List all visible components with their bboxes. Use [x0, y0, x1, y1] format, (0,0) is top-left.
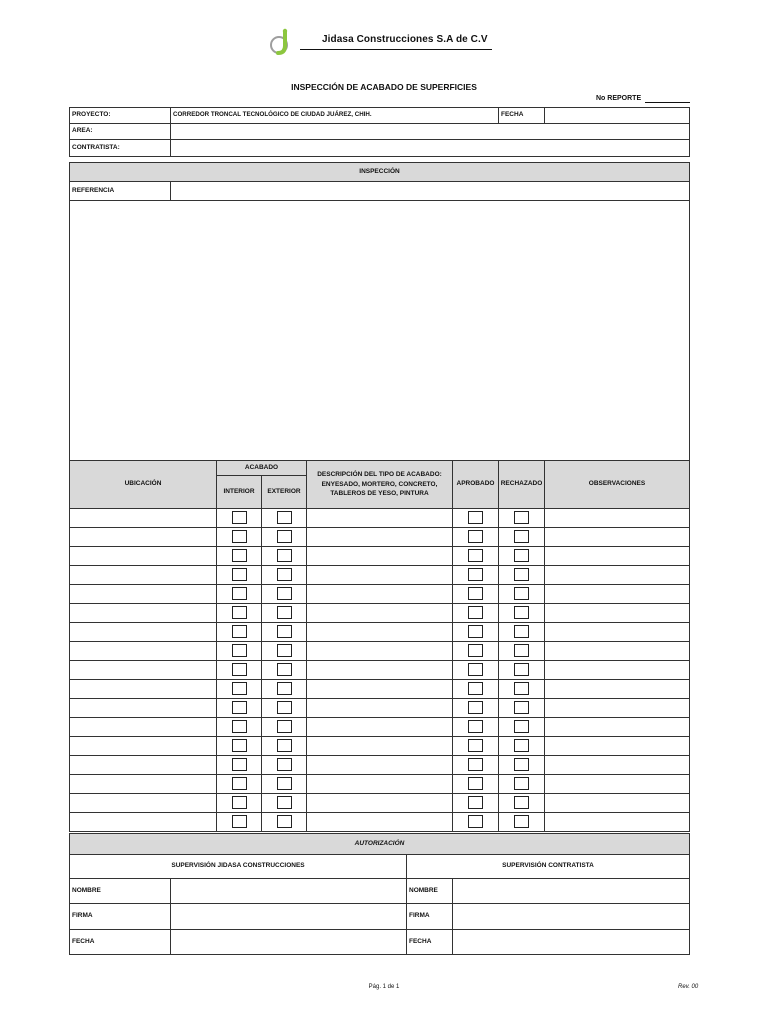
report-number-field[interactable]	[645, 102, 690, 103]
observations-cell[interactable]	[544, 755, 690, 775]
contractor-signature-field[interactable]	[452, 903, 690, 930]
exterior-checkbox[interactable]	[277, 796, 292, 809]
description-cell[interactable]	[306, 793, 453, 813]
approved-checkbox[interactable]	[468, 549, 483, 562]
description-cell[interactable]	[306, 755, 453, 775]
contractor-name-label: NOMBRE	[406, 878, 453, 904]
description-header-line2: ENYESADO, MORTERO, CONCRETO,	[321, 480, 438, 488]
interior-checkbox[interactable]	[232, 777, 247, 790]
exterior-checkbox[interactable]	[277, 568, 292, 581]
project-value[interactable]: CORREDOR TRONCAL TECNOLÓGICO DE CIUDAD JUÁREZ, CHIH.	[170, 107, 499, 124]
location-cell[interactable]	[69, 527, 217, 547]
rejected-checkbox[interactable]	[514, 701, 529, 714]
description-cell[interactable]	[306, 546, 453, 566]
jidasa-signature-label: FIRMA	[69, 903, 171, 930]
approved-checkbox[interactable]	[468, 777, 483, 790]
jidasa-date-label: FECHA	[69, 929, 171, 955]
contractor-label: CONTRATISTA:	[69, 139, 171, 157]
contractor-date-field[interactable]	[452, 929, 690, 955]
revision-label: Rev. 00	[678, 984, 699, 990]
interior-checkbox[interactable]	[232, 530, 247, 543]
project-label: PROYECTO:	[69, 107, 171, 124]
description-cell[interactable]	[306, 565, 453, 585]
description-cell[interactable]	[306, 603, 453, 623]
reference-field[interactable]	[170, 181, 690, 201]
location-cell[interactable]	[69, 622, 217, 642]
reference-label: REFERENCIA	[69, 181, 171, 201]
rejected-checkbox[interactable]	[514, 682, 529, 695]
interior-checkbox[interactable]	[232, 663, 247, 676]
page-number: Pág. 1 de 1	[368, 984, 400, 990]
observations-cell[interactable]	[544, 736, 690, 756]
location-cell[interactable]	[69, 793, 217, 813]
exterior-checkbox[interactable]	[277, 815, 292, 828]
interior-header: INTERIOR	[216, 475, 262, 509]
location-cell[interactable]	[69, 584, 217, 604]
date-label: FECHA	[498, 107, 545, 124]
location-cell[interactable]	[69, 641, 217, 661]
interior-checkbox[interactable]	[232, 701, 247, 714]
finish-header: ACABADO	[216, 460, 307, 476]
rejected-checkbox[interactable]	[514, 815, 529, 828]
observations-cell[interactable]	[544, 603, 690, 623]
authorization-section-title: AUTORIZACIÓN	[69, 833, 690, 855]
rejected-checkbox[interactable]	[514, 549, 529, 562]
approved-checkbox[interactable]	[468, 720, 483, 733]
description-cell[interactable]	[306, 736, 453, 756]
rejected-checkbox[interactable]	[514, 720, 529, 733]
area-label: AREA:	[69, 123, 171, 140]
description-header	[306, 460, 453, 509]
location-cell[interactable]	[69, 717, 217, 737]
location-cell[interactable]	[69, 736, 217, 756]
exterior-checkbox[interactable]	[277, 720, 292, 733]
description-cell[interactable]	[306, 679, 453, 699]
rejected-checkbox[interactable]	[514, 625, 529, 638]
location-cell[interactable]	[69, 508, 217, 528]
observations-cell[interactable]	[544, 546, 690, 566]
observations-cell[interactable]	[544, 508, 690, 528]
exterior-checkbox[interactable]	[277, 606, 292, 619]
company-logo-icon	[268, 28, 294, 56]
description-cell[interactable]	[306, 527, 453, 547]
date-field[interactable]	[544, 107, 690, 124]
interior-checkbox[interactable]	[232, 549, 247, 562]
location-cell[interactable]	[69, 603, 217, 623]
observations-cell[interactable]	[544, 679, 690, 699]
exterior-checkbox[interactable]	[277, 663, 292, 676]
approved-checkbox[interactable]	[468, 701, 483, 714]
location-header: UBICACIÓN	[69, 460, 217, 509]
approved-checkbox[interactable]	[468, 587, 483, 600]
observations-cell[interactable]	[544, 641, 690, 661]
contractor-name-field[interactable]	[452, 878, 690, 904]
company-name: Jidasa Construcciones S.A de C.V	[322, 34, 488, 45]
inspection-section-title: INSPECCIÓN	[69, 162, 690, 182]
observations-cell[interactable]	[544, 774, 690, 794]
interior-checkbox[interactable]	[232, 644, 247, 657]
exterior-checkbox[interactable]	[277, 530, 292, 543]
rejected-header: RECHAZADO	[498, 460, 545, 509]
observations-cell[interactable]	[544, 584, 690, 604]
interior-checkbox[interactable]	[232, 815, 247, 828]
location-cell[interactable]	[69, 546, 217, 566]
observations-cell[interactable]	[544, 812, 690, 832]
location-cell[interactable]	[69, 812, 217, 832]
jidasa-date-field[interactable]	[170, 929, 407, 955]
inspection-notes-area[interactable]	[69, 200, 690, 461]
approved-header: APROBADO	[452, 460, 499, 509]
jidasa-signature-field[interactable]	[170, 903, 407, 930]
rejected-checkbox[interactable]	[514, 663, 529, 676]
rejected-checkbox[interactable]	[514, 587, 529, 600]
supervisor-jidasa-title: SUPERVISIÓN JIDASA CONSTRUCCIONES	[69, 854, 407, 879]
exterior-header: EXTERIOR	[261, 475, 307, 509]
approved-checkbox[interactable]	[468, 682, 483, 695]
approved-checkbox[interactable]	[468, 739, 483, 752]
approved-checkbox[interactable]	[468, 796, 483, 809]
rejected-checkbox[interactable]	[514, 796, 529, 809]
company-underline	[300, 49, 492, 50]
exterior-checkbox[interactable]	[277, 739, 292, 752]
observations-cell[interactable]	[544, 527, 690, 547]
location-cell[interactable]	[69, 698, 217, 718]
interior-checkbox[interactable]	[232, 796, 247, 809]
contractor-field[interactable]	[170, 139, 690, 157]
rejected-checkbox[interactable]	[514, 777, 529, 790]
document-title: INSPECCIÓN DE ACABADO DE SUPERFICIES	[291, 82, 477, 92]
approved-checkbox[interactable]	[468, 815, 483, 828]
exterior-checkbox[interactable]	[277, 625, 292, 638]
exterior-checkbox[interactable]	[277, 587, 292, 600]
exterior-checkbox[interactable]	[277, 682, 292, 695]
supervisor-contractor-title: SUPERVISIÓN CONTRATISTA	[406, 854, 690, 879]
location-cell[interactable]	[69, 774, 217, 794]
jidasa-name-label: NOMBRE	[69, 878, 171, 904]
description-cell[interactable]	[306, 584, 453, 604]
jidasa-name-field[interactable]	[170, 878, 407, 904]
approved-checkbox[interactable]	[468, 530, 483, 543]
observations-cell[interactable]	[544, 622, 690, 642]
interior-checkbox[interactable]	[232, 739, 247, 752]
location-cell[interactable]	[69, 660, 217, 680]
approved-checkbox[interactable]	[468, 625, 483, 638]
rejected-checkbox[interactable]	[514, 511, 529, 524]
description-cell[interactable]	[306, 812, 453, 832]
description-cell[interactable]	[306, 508, 453, 528]
approved-checkbox[interactable]	[468, 644, 483, 657]
interior-checkbox[interactable]	[232, 758, 247, 771]
exterior-checkbox[interactable]	[277, 511, 292, 524]
approved-checkbox[interactable]	[468, 758, 483, 771]
description-cell[interactable]	[306, 622, 453, 642]
report-number-label: No REPORTE	[596, 95, 642, 102]
area-field[interactable]	[170, 123, 690, 140]
exterior-checkbox[interactable]	[277, 758, 292, 771]
rejected-checkbox[interactable]	[514, 644, 529, 657]
approved-checkbox[interactable]	[468, 568, 483, 581]
interior-checkbox[interactable]	[232, 625, 247, 638]
approved-checkbox[interactable]	[468, 663, 483, 676]
rejected-checkbox[interactable]	[514, 568, 529, 581]
rejected-checkbox[interactable]	[514, 758, 529, 771]
observations-cell[interactable]	[544, 793, 690, 813]
description-cell[interactable]	[306, 641, 453, 661]
observations-cell[interactable]	[544, 717, 690, 737]
interior-checkbox[interactable]	[232, 682, 247, 695]
interior-checkbox[interactable]	[232, 606, 247, 619]
interior-checkbox[interactable]	[232, 511, 247, 524]
description-cell[interactable]	[306, 660, 453, 680]
contractor-date-label: FECHA	[406, 929, 453, 955]
rejected-checkbox[interactable]	[514, 606, 529, 619]
interior-checkbox[interactable]	[232, 587, 247, 600]
observations-cell[interactable]	[544, 565, 690, 585]
observations-cell[interactable]	[544, 698, 690, 718]
interior-checkbox[interactable]	[232, 568, 247, 581]
exterior-checkbox[interactable]	[277, 701, 292, 714]
rejected-checkbox[interactable]	[514, 530, 529, 543]
exterior-checkbox[interactable]	[277, 549, 292, 562]
location-cell[interactable]	[69, 565, 217, 585]
contractor-signature-label: FIRMA	[406, 903, 453, 930]
observations-header: OBSERVACIONES	[544, 460, 690, 509]
description-cell[interactable]	[306, 717, 453, 737]
location-cell[interactable]	[69, 679, 217, 699]
observations-cell[interactable]	[544, 660, 690, 680]
exterior-checkbox[interactable]	[277, 644, 292, 657]
rejected-checkbox[interactable]	[514, 739, 529, 752]
description-header-line1: DESCRIPCIÓN DEL TIPO DE ACABADO:	[317, 471, 442, 479]
description-header-line3: TABLEROS DE YESO, PINTURA	[330, 490, 429, 498]
location-cell[interactable]	[69, 755, 217, 775]
approved-checkbox[interactable]	[468, 606, 483, 619]
interior-checkbox[interactable]	[232, 720, 247, 733]
description-cell[interactable]	[306, 698, 453, 718]
description-cell[interactable]	[306, 774, 453, 794]
exterior-checkbox[interactable]	[277, 777, 292, 790]
approved-checkbox[interactable]	[468, 511, 483, 524]
